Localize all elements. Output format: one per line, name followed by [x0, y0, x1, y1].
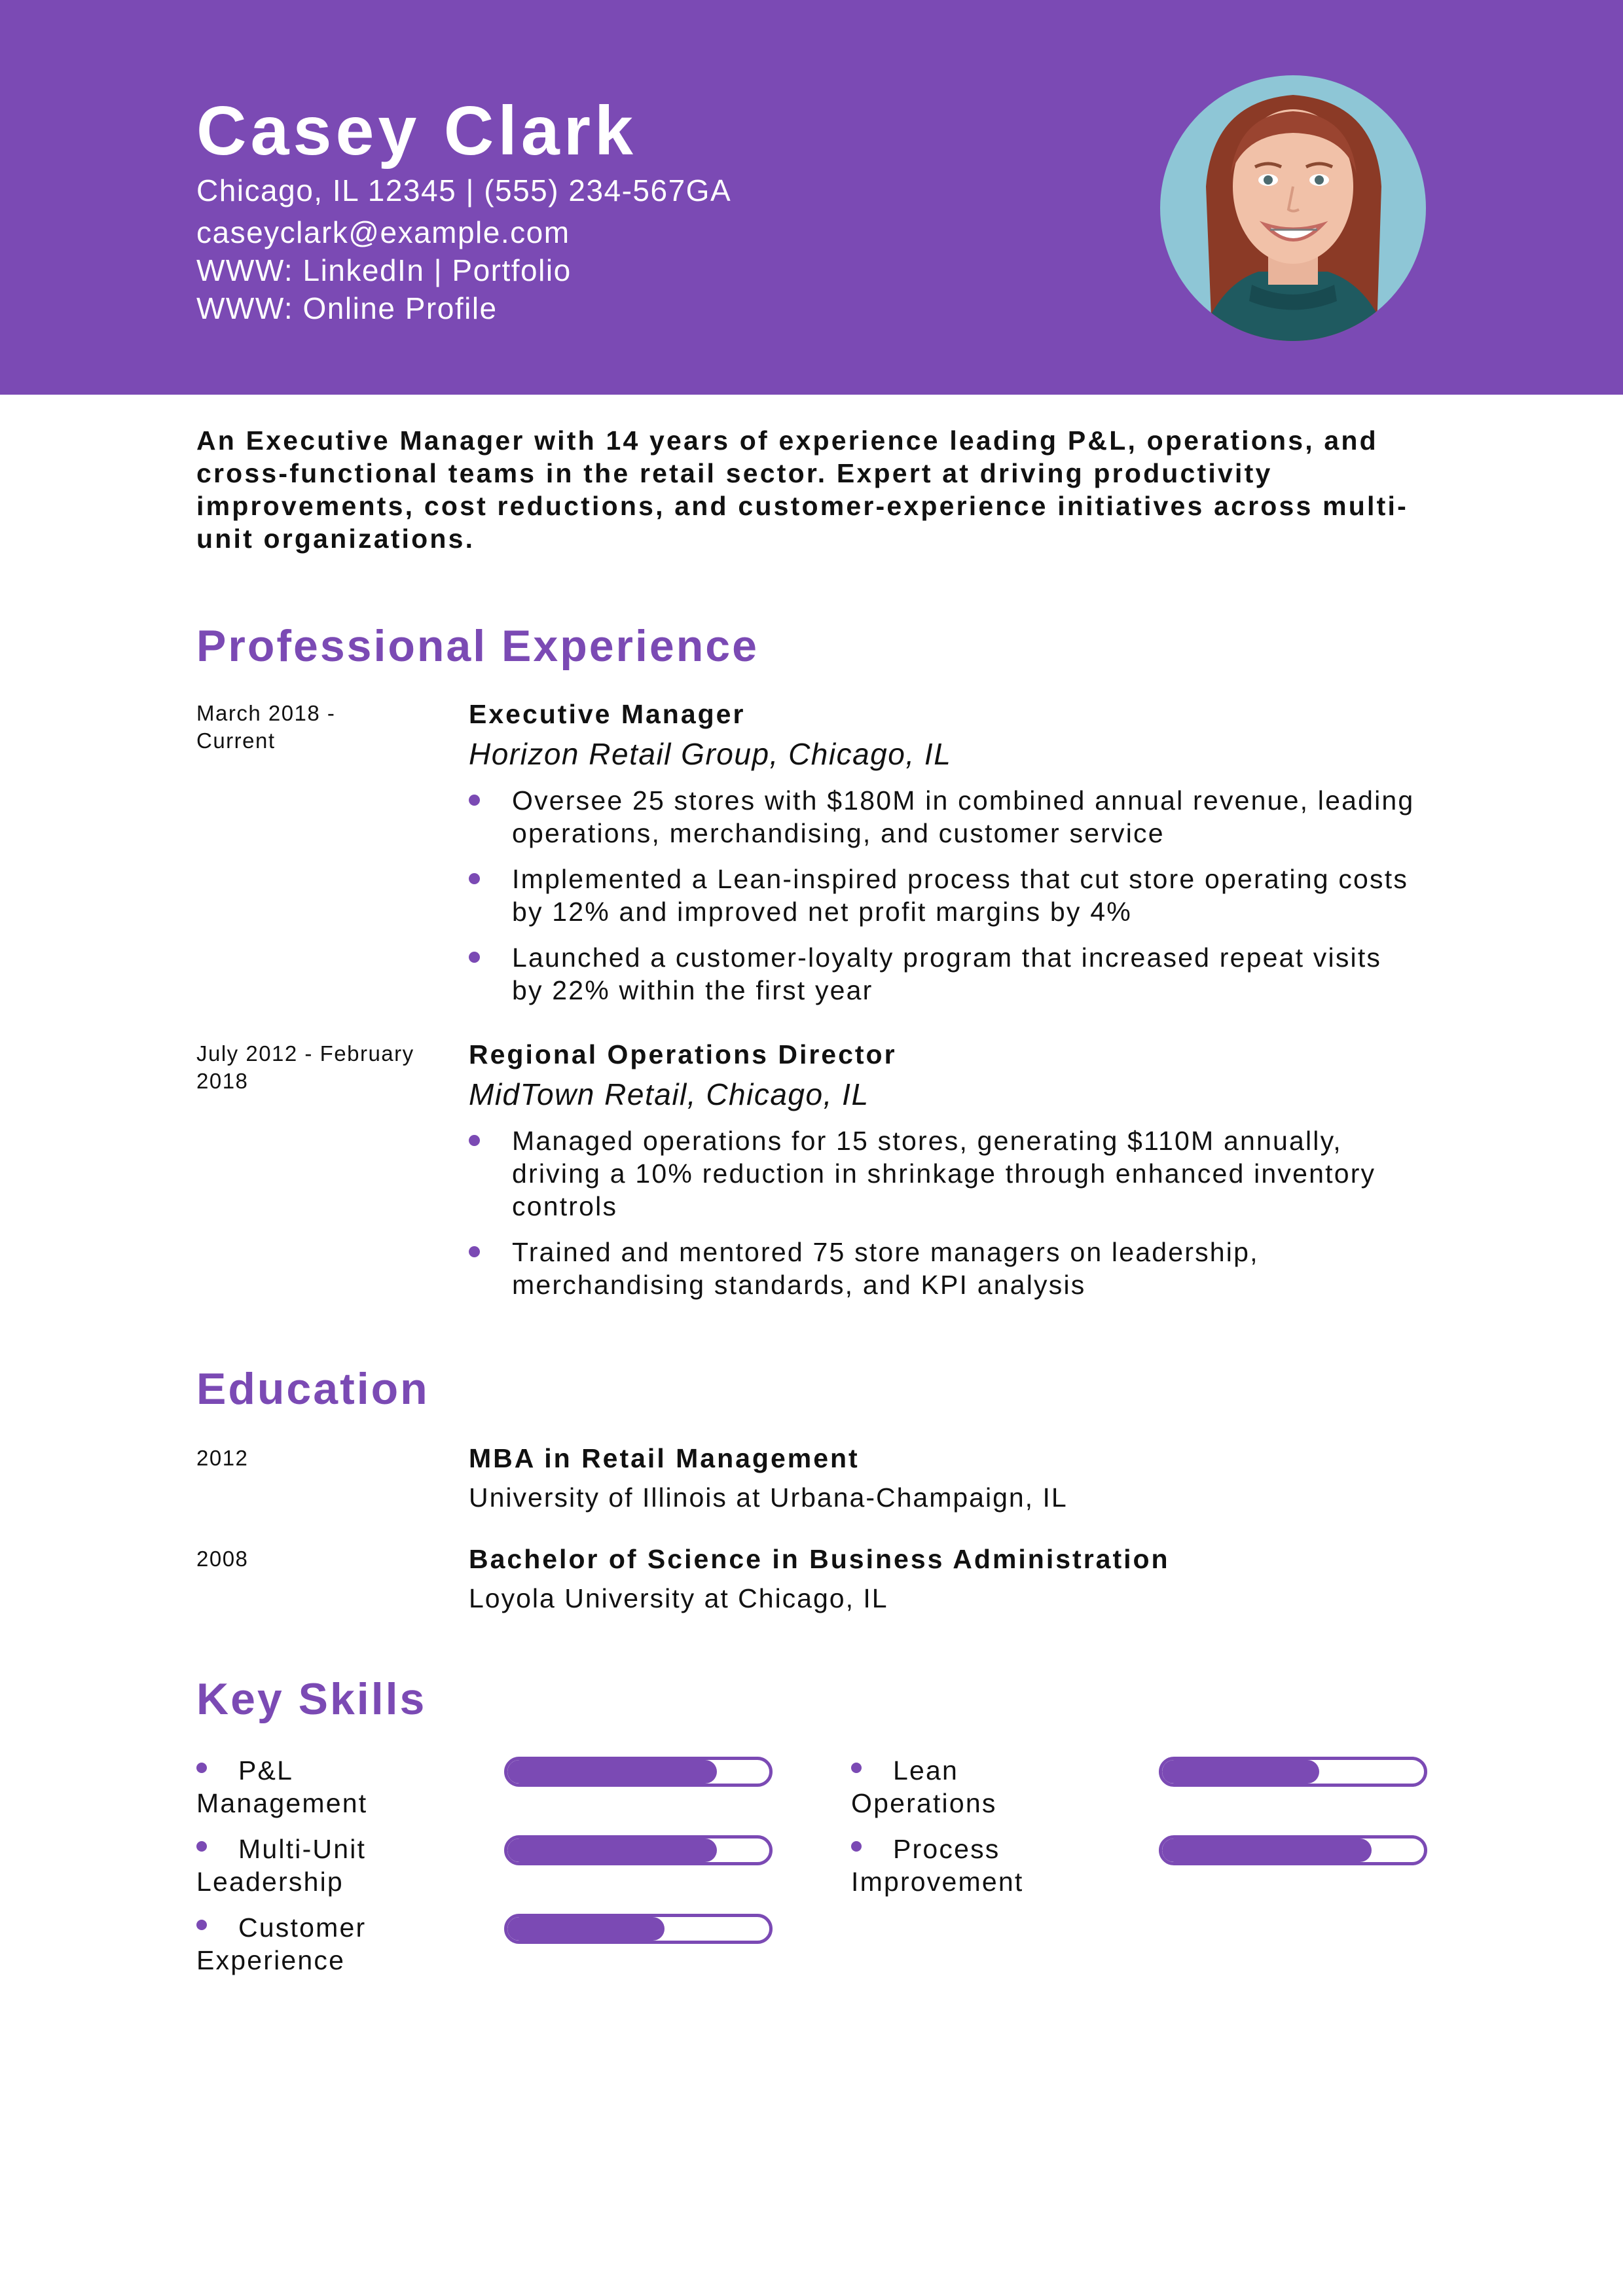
skill-level-bar [504, 1914, 773, 1944]
skill-level-bar [1159, 1757, 1427, 1787]
degree-title: Bachelor of Science in Business Administration [469, 1544, 1170, 1574]
bullet-icon [469, 873, 480, 884]
skill-level-fill [1162, 1760, 1319, 1784]
job-bullet: Trained and mentored 75 store managers on leadership, merchandising standards, and KPI analysis [469, 1236, 1418, 1301]
job-dates: July 2012 - February 2018 [196, 1041, 414, 1093]
education-year: 2008 [196, 1547, 249, 1571]
professional-summary: An Executive Manager with 14 years of experience leading P&L, operations, and cross-functional teams in the retail sector. Expert at driving productivity improvements, cost reductions, and customer-experience initiatives across multi-unit organizations. [196, 425, 1408, 554]
job-bullet: Oversee 25 stores with $180M in combined annual revenue, leading operations, merchandising, and customer service [469, 784, 1418, 850]
profile-photo [1160, 75, 1426, 341]
skill-level-fill [1162, 1839, 1372, 1862]
bullet-icon [469, 1135, 480, 1146]
education-heading: Education [196, 1364, 429, 1414]
job-bullet: Launched a customer-loyalty program that increased repeat visits by 22% within the first year [469, 941, 1418, 1007]
job-bullet: Implemented a Lean-inspired process that cut store operating costs by 12% and improved net profit margins by 4% [469, 863, 1418, 928]
bullet-icon [469, 1246, 480, 1257]
skill-level-bar [504, 1835, 773, 1865]
address-phone: Chicago, IL 12345 | (555) 234-567GA [196, 173, 732, 207]
skill-level-fill [507, 1760, 717, 1784]
online-profile-link[interactable]: WWW: Online Profile [196, 291, 498, 325]
skill-item: Multi-Unit Leadership [196, 1834, 367, 1897]
skill-level-fill [507, 1917, 665, 1941]
bullet-icon [469, 952, 480, 963]
skill-level-bar [1159, 1835, 1427, 1865]
job-title: Regional Operations Director [469, 1039, 897, 1069]
skill-level-fill [507, 1839, 717, 1862]
candidate-name: Casey Clark [196, 92, 637, 170]
bullet-icon [196, 1920, 207, 1930]
bullet-icon [851, 1841, 862, 1852]
school-name: Loyola University at Chicago, IL [469, 1583, 888, 1613]
education-year: 2012 [196, 1446, 249, 1470]
job-employer: MidTown Retail, Chicago, IL [469, 1077, 869, 1111]
email-link[interactable]: caseyclark@example.com [196, 215, 570, 249]
skill-item: Customer Experience [196, 1912, 367, 1975]
bullet-icon [851, 1763, 862, 1773]
degree-title: MBA in Retail Management [469, 1443, 860, 1473]
school-name: University of Illinois at Urbana-Champaign, IL [469, 1482, 1068, 1513]
skill-item: Lean Operations [851, 1755, 997, 1818]
bullet-icon [469, 795, 480, 806]
job-title: Executive Manager [469, 699, 746, 729]
resume-header [0, 0, 1623, 395]
job-dates: March 2018 - Current [196, 701, 336, 753]
job-employer: Horizon Retail Group, Chicago, IL [469, 737, 952, 771]
skills-heading: Key Skills [196, 1674, 427, 1724]
web-links[interactable]: WWW: LinkedIn | Portfolio [196, 253, 572, 287]
skill-item: Process Improvement [851, 1834, 1024, 1897]
job-bullet: Managed operations for 15 stores, generating $110M annually, driving a 10% reduction in shrinkage through enhanced inventory controls [469, 1124, 1418, 1223]
skill-level-bar [504, 1757, 773, 1787]
skill-item: P&L Management [196, 1755, 368, 1818]
bullet-icon [196, 1841, 207, 1852]
bullet-icon [196, 1763, 207, 1773]
experience-heading: Professional Experience [196, 621, 759, 671]
